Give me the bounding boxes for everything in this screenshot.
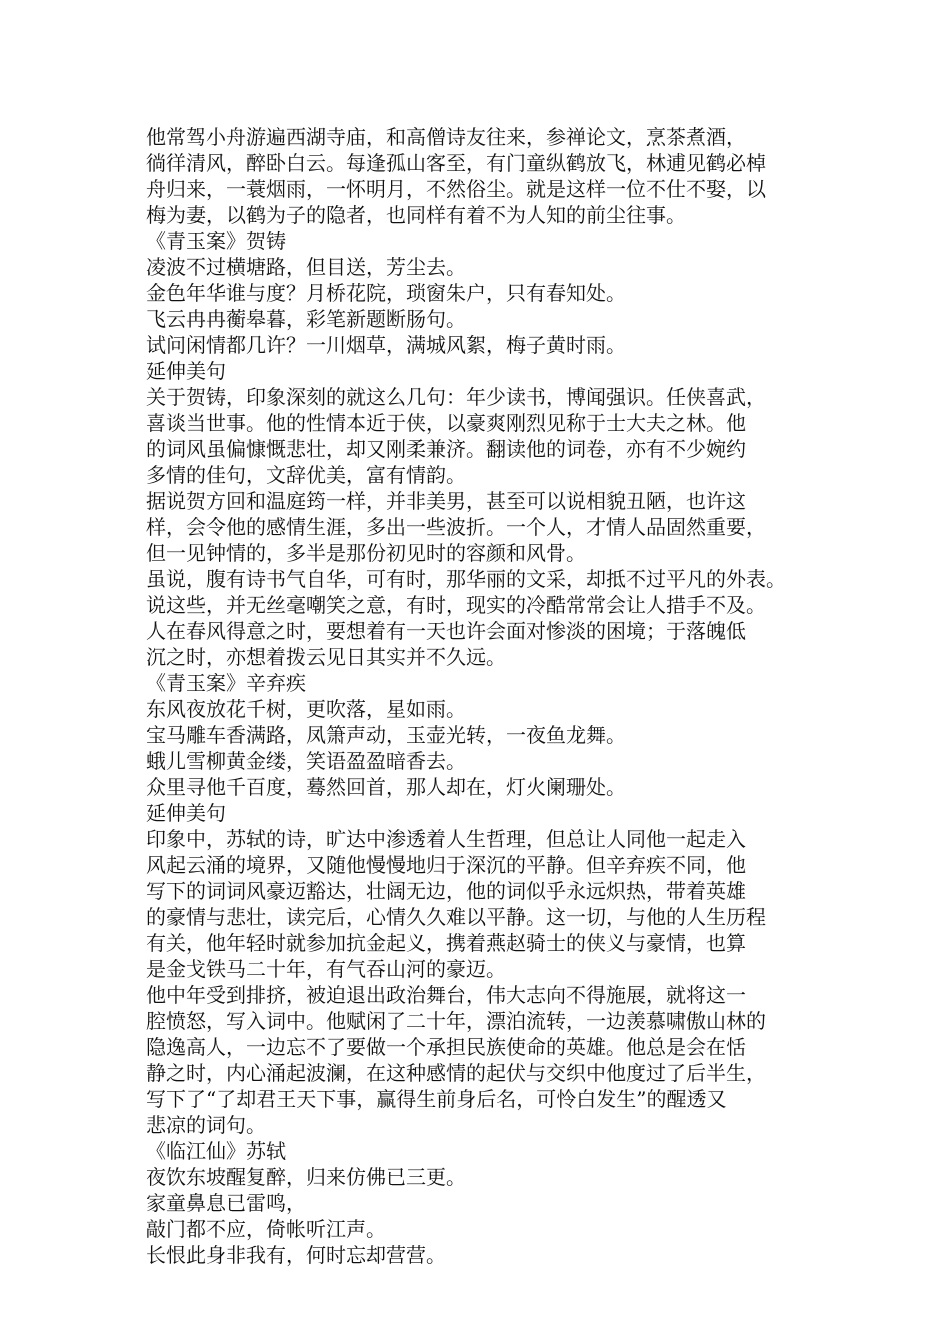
text-line: 腔愤怒，写入词中。他赋闲了二十年，漂泊流转，一边羡慕啸傲山林的 xyxy=(146,1009,766,1033)
text-line: 隐逸高人，一边忘不了要做一个承担民族使命的英雄。他总是会在恬 xyxy=(146,1035,746,1059)
text-line: 的豪情与悲壮，读完后，心情久久难以平静。这一切，与他的人生历程 xyxy=(146,905,766,929)
text-line: 梅为妻，以鹤为子的隐者，也同样有着不为人知的前尘往事。 xyxy=(146,203,686,227)
text-line: 喜谈当世事。他的性情本近于侠，以豪爽刚烈见称于士大夫之林。他 xyxy=(146,411,746,435)
poem-line: 金色年华谁与度？月桥花院，琐窗朱户，只有春知处。 xyxy=(146,281,626,305)
text-line: 静之时，内心涌起波澜，在这种感情的起伏与交织中他度过了后半生， xyxy=(146,1061,766,1085)
text-line: 人在春风得意之时，要想着有一天也许会面对惨淡的困境；于落魄低 xyxy=(146,619,746,643)
text-line: 样，会令他的感情生涯，多出一些波折。一个人，才情人品固然重要， xyxy=(146,515,766,539)
poem-line: 蛾儿雪柳黄金缕，笑语盈盈暗香去。 xyxy=(146,749,466,773)
poem-line: 敲门都不应，倚帐听江声。 xyxy=(146,1217,386,1241)
text-line: 的词风虽偏慷慨悲壮，却又刚柔兼济。翻读他的词卷，亦有不少婉约 xyxy=(146,437,746,461)
section-heading: 延伸美句 xyxy=(146,359,226,383)
text-line: 多情的佳句，文辞优美，富有情韵。 xyxy=(146,463,466,487)
section-heading: 延伸美句 xyxy=(146,801,226,825)
poem-line: 试问闲情都几许？一川烟草，满城风絮，梅子黄时雨。 xyxy=(146,333,626,357)
poem-line: 东风夜放花千树，更吹落，星如雨。 xyxy=(146,697,466,721)
poem-title: 《青玉案》辛弃疾 xyxy=(146,671,306,695)
text-line: 说这些，并无丝毫嘲笑之意，有时，现实的冷酷常常会让人措手不及。 xyxy=(146,593,766,617)
text-line: 印象中，苏轼的诗，旷达中渗透着人生哲理，但总让人同他一起走入 xyxy=(146,827,746,851)
text-line: 悲凉的词句。 xyxy=(146,1113,266,1137)
poem-title: 《临江仙》苏轼 xyxy=(146,1139,286,1163)
poem-line: 长恨此身非我有，何时忘却营营。 xyxy=(146,1243,446,1267)
text-line: 虽说，腹有诗书气自华，可有时，那华丽的文采，却抵不过平凡的外表。 xyxy=(146,567,786,591)
text-line: 有关，他年轻时就参加抗金起义，携着燕赵骑士的侠义与豪情，也算 xyxy=(146,931,746,955)
text-line: 是金戈铁马二十年，有气吞山河的豪迈。 xyxy=(146,957,506,981)
text-line: 他中年受到排挤，被迫退出政治舞台，伟大志向不得施展，就将这一 xyxy=(146,983,746,1007)
document-body xyxy=(146,124,826,1268)
poem-line: 飞云冉冉蘅皋暮，彩笔新题断肠句。 xyxy=(146,307,466,331)
text-line: 写下的词词风豪迈豁达，壮阔无边，他的词似乎永远炽热，带着英雄 xyxy=(146,879,746,903)
poem-title: 《青玉案》贺铸 xyxy=(146,229,286,253)
poem-line: 凌波不过横塘路，但目送，芳尘去。 xyxy=(146,255,466,279)
text-line: 写下了“了却君王天下事，赢得生前身后名，可怜白发生”的醒透又 xyxy=(146,1087,727,1111)
poem-line: 家童鼻息已雷鸣， xyxy=(146,1191,306,1215)
poem-line: 众里寻他千百度，蓦然回首，那人却在，灯火阑珊处。 xyxy=(146,775,626,799)
text-line: 风起云涌的境界，又随他慢慢地归于深沉的平静。但辛弃疾不同，他 xyxy=(146,853,746,877)
text-line: 徜徉清风，醉卧白云。每逢孤山客至，有门童纵鹤放飞，林逋见鹤必棹 xyxy=(146,151,766,175)
text-line: 舟归来，一蓑烟雨，一怀明月，不然俗尘。就是这样一位不仕不娶，以 xyxy=(146,177,766,201)
text-line: 但一见钟情的，多半是那份初见时的容颜和风骨。 xyxy=(146,541,586,565)
text-line: 据说贺方回和温庭筠一样，并非美男，甚至可以说相貌丑陋，也许这 xyxy=(146,489,746,513)
text-line: 关于贺铸，印象深刻的就这么几句：年少读书，博闻强识。任侠喜武， xyxy=(146,385,766,409)
text-line: 他常驾小舟游遍西湖寺庙，和高僧诗友往来，参禅论文，烹茶煮酒， xyxy=(146,125,746,149)
text-line: 沉之时，亦想着拨云见日其实并不久远。 xyxy=(146,645,506,669)
poem-line: 宝马雕车香满路，凤箫声动，玉壶光转，一夜鱼龙舞。 xyxy=(146,723,626,747)
poem-line: 夜饮东坡醒复醉，归来仿佛已三更。 xyxy=(146,1165,466,1189)
